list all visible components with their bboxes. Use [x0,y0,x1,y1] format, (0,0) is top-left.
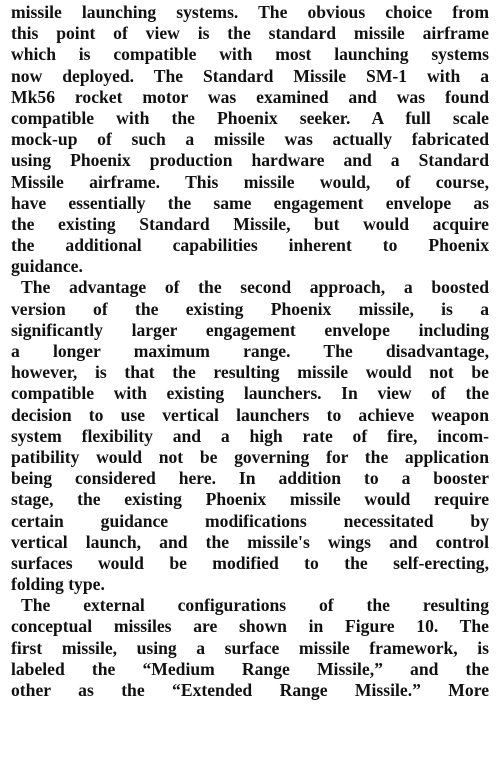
text-line: stage, the existing Phoenix missile would require [11,489,489,510]
text-line: version of the existing Phoenix missile, is a [11,298,489,319]
text-line: which is compatible with most launching systems [11,44,489,65]
text-line: missile launching systems. The obvious choice from [11,2,489,22]
text-line: however, is that the resulting missile would not be [11,362,489,383]
text-line: conceptual missiles are shown in Figure 10. The [11,616,489,637]
text-line: the additional capabilities inherent to Phoenix [11,235,489,256]
text-line: being considered here. In addition to a booster [11,468,489,489]
text-line: patibility would not be governing for the application [11,446,489,467]
document-page [11,2,489,701]
text-line: the existing Standard Missile, but would acquire [11,213,489,234]
paragraph-standard-missile-approach [11,2,489,277]
text-line: surfaces would be modified to the self-erecting, [11,552,489,573]
text-line: significantly larger engagement envelope including [11,319,489,340]
text-line: certain guidance modifications necessitated by [11,510,489,531]
text-line: system flexibility and a high rate of fire, incom- [11,425,489,446]
text-line: a longer maximum range. The disadvantage, [11,341,489,361]
text-line: vertical launch, and the missile's wings and control [11,531,489,552]
paragraph-boosted-phoenix-approach [11,277,489,595]
text-line: The external configurations of the resulting [21,595,489,616]
text-line: compatible with existing launchers. In view of the [11,383,489,404]
text-line: folding type. [11,574,105,595]
text-line: guidance. [11,256,83,277]
text-line: compatible with the Phoenix seeker. A full scale [11,107,489,128]
text-line: first missile, using a surface missile framework, is [11,637,489,658]
text-line: The advantage of the second approach, a boosted [21,277,489,298]
text-line: labeled the “Medium Range Missile,” and the [11,658,489,679]
text-line: Missile airframe. This missile would, of course, [11,171,489,192]
text-line: have essentially the same engagement envelope as [11,192,489,213]
text-line: this point of view is the standard missile airframe [11,23,489,44]
text-line: Mk56 rocket motor was examined and was found [11,86,489,107]
text-line: mock-up of such a missile was actually fabricated [11,129,489,150]
text-line: using Phoenix production hardware and a Standard [11,150,489,171]
paragraph-external-configurations [11,595,489,701]
text-line: now deployed. The Standard Missile SM-1 with a [11,65,489,86]
text-line: decision to use vertical launchers to achieve weapon [11,404,489,425]
text-line: other as the “Extended Range Missile.” More [11,680,489,700]
